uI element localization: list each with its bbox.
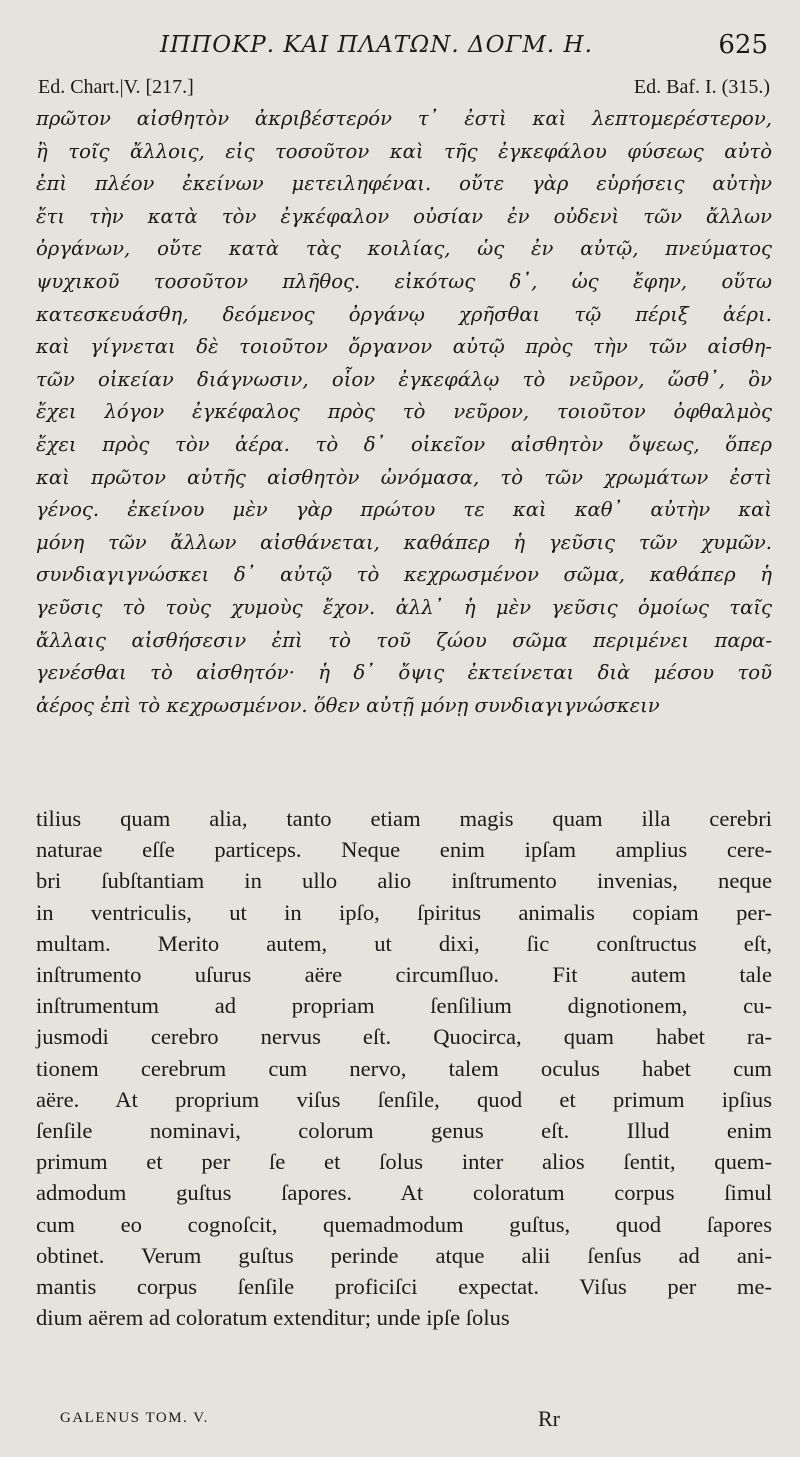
latin-line: jusmodi cerebro nervus eſt. Quocirca, quam habet ra-: [36, 1024, 772, 1050]
latin-line: tilius quam alia, tanto etiam magis quam illa cerebri: [36, 806, 772, 831]
greek-line: ἄλλαις αἰσθήσεσιν ἐπὶ τὸ τοῦ ζώου σῶμα περιμένει παρα-: [36, 628, 772, 652]
greek-line: συνδιαγιγνώσκει δ᾽ αὐτῷ τὸ κεχρωσμένον σῶμα, καθάπερ ἡ: [36, 563, 772, 587]
page-number: 625: [718, 30, 768, 60]
latin-line: inſtrumento uſurus aëre circumſluo. Fit autem tale: [36, 962, 772, 988]
greek-line: ὀργάνων, οὔτε κατὰ τὰς κοιλίας, ὡς ἐν αὐτῷ, πνεύματος: [36, 237, 772, 261]
greek-text-block: [36, 103, 772, 722]
greek-line: ἔχει πρὸς τὸν ἀέρα. τὸ δ᾽ οἰκεῖον αἰσθητὸν ὄψεως, ὅπερ: [36, 432, 772, 456]
greek-line: κατεσκευάσθη, δεόμενος ὀργάνῳ χρῆσθαι τῷ πέριξ ἀέρι.: [36, 302, 772, 326]
edition-chartier-reference: Ed. Chart.|V. [217.]: [38, 76, 194, 98]
greek-line: ἔτι τὴν κατὰ τὸν ἐγκέφαλον οὐσίαν ἐν οὐδενὶ τῶν ἄλλων: [36, 204, 772, 228]
greek-line: ἔχει λόγον ἐγκέφαλος πρὸς τὸ νεῦρον, τοιοῦτον ὀφθαλμὸς: [36, 400, 772, 424]
running-head: [0, 32, 800, 62]
greek-line: γενέσθαι τὸ αἰσθητόν· ἡ δ᾽ ὄψις ἐκτείνεται διὰ μέσου τοῦ: [36, 661, 772, 685]
signature-label: GALENUS TOM. V.: [60, 1410, 209, 1426]
latin-line: inſtrumentum ad propriam ſenſilium dignotionem, cu-: [36, 993, 772, 1019]
edition-basel-reference: Ed. Baf. I. (315.): [633, 76, 770, 98]
latin-line: multam. Merito autem, ut dixi, ſic conſtructus eſt,: [36, 930, 772, 956]
latin-line: naturae eſſe particeps. Neque enim ipſam amplius cere-: [36, 837, 772, 863]
greek-line: γένος. ἐκείνου μὲν γὰρ πρώτου τε καὶ καθ᾽ αὐτὴν καὶ: [36, 498, 772, 522]
latin-line: cum eo cognoſcit, quemadmodum guſtus, quod ſapores: [36, 1211, 772, 1237]
greek-line: ἐπὶ πλέον ἐκείνων μετειληφέναι. οὔτε γὰρ εὑρήσεις αὐτὴν: [36, 172, 772, 196]
greek-line: γεῦσις τὸ τοὺς χυμοὺς ἔχον. ἀλλ᾽ ἡ μὲν γεῦσις ὁμοίως ταῖς: [36, 595, 772, 619]
greek-line: καὶ πρῶτον αὐτῆς αἰσθητὸν ὠνόμασα, τὸ τῶν χρωμάτων ἐστὶ: [36, 465, 772, 489]
greek-line: καὶ γίγνεται δὲ τοιοῦτον ὄργανον αὐτῷ πρὸς τὴν τῶν αἰσθη-: [36, 335, 772, 359]
latin-line: ſenſile nominavi, colorum genus eſt. Illud enim: [36, 1118, 772, 1144]
latin-line: bri ſubſtantiam in ullo alio inſtrumento invenias, neque: [36, 868, 772, 894]
latin-line: primum et per ſe et ſolus inter alios ſentit, quem-: [36, 1149, 772, 1175]
greek-line: ἢ τοῖς ἄλλοις, εἰς τοσοῦτον καὶ τῆς ἐγκεφάλου φύσεως αὐτὸ: [36, 139, 772, 163]
page-footer: [60, 1406, 580, 1434]
latin-line: aëre. At proprium viſus ſenſile, quod et primum ipſius: [36, 1086, 772, 1112]
signature-mark: Rr: [538, 1406, 560, 1431]
greek-line: ψυχικοῦ τοσοῦτον πλῆθος. εἰκότως δ᾽, ὡς ἔφην, οὕτω: [36, 269, 772, 293]
latin-line: in ventriculis, ut in ipſo, ſpiritus animalis copiam per-: [36, 899, 772, 925]
latin-text-block: [36, 803, 772, 1333]
greek-line: ἀέρος ἐπὶ τὸ κεχρωσμένον. ὅθεν αὐτῇ μόνῃ συνδιαγιγνώσκειν: [36, 693, 660, 717]
latin-line: tionem cerebrum cum nervo, talem oculus habet cum: [36, 1055, 772, 1081]
greek-line: πρῶτον αἰσθητὸν ἀκριβέστερόν τ᾽ ἐστὶ καὶ λεπτομερέστερον,: [36, 107, 772, 130]
latin-line: obtinet. Verum guſtus perinde atque alii ſenſus ad ani-: [36, 1242, 772, 1268]
latin-line: dium aërem ad coloratum extenditur; unde ipſe ſolus: [36, 1305, 510, 1331]
greek-line: μόνη τῶν ἄλλων αἰσθάνεται, καθάπερ ἡ γεῦσις τῶν χυμῶν.: [36, 530, 772, 554]
latin-line: admodum guſtus ſapores. At coloratum corpus ſimul: [36, 1180, 772, 1206]
running-title: ΙΠΠΟΚΡ. ΚΑΙ ΠΛΑΤΩΝ. ΔΟΓΜ. Η.: [160, 32, 593, 58]
latin-line: mantis corpus ſenſile proficiſci expectat. Viſus per me-: [36, 1274, 772, 1300]
greek-line: τῶν οἰκείαν διάγνωσιν, οἷον ἐγκεφάλῳ τὸ νεῦρον, ὥσθ᾽, ὃν: [36, 367, 772, 391]
